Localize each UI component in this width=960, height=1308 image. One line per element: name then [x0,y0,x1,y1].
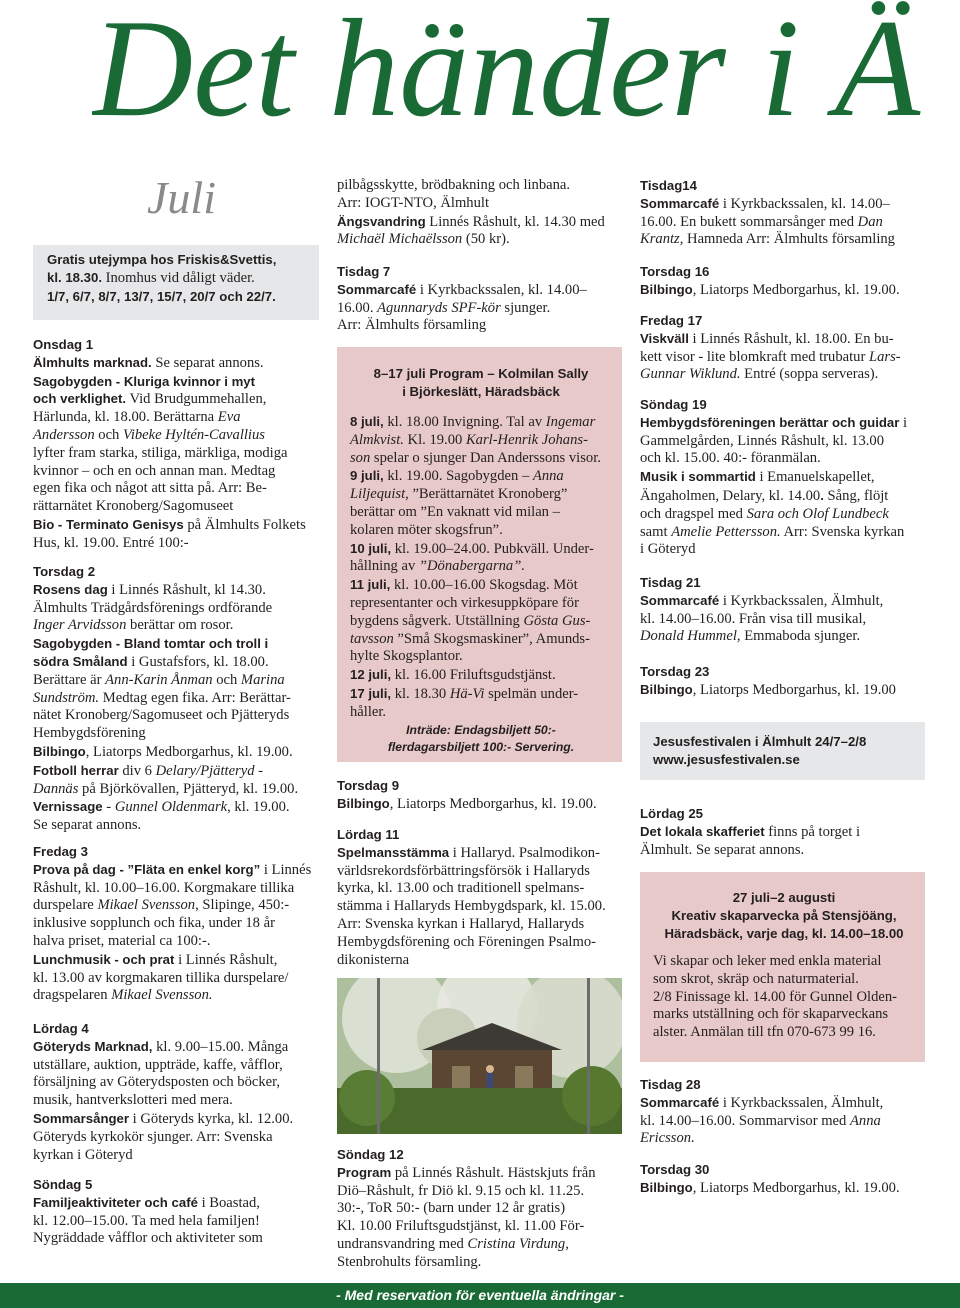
footer-disclaimer: - Med reservation för eventuella ändringar - [0,1283,960,1308]
tisdag-21: Tisdag 21 Sommarcafé i Kyrkbackssalen, Älmhult, kl. 14.00–16.00. Från visa till musikal, Donald Hummel, Emmaboda sjunger. [640,575,884,645]
torsdag-9: Torsdag 9 Bilbingo, Liatorps Medborgarhus, kl. 19.00. [337,778,597,812]
lordag-11: Lördag 11 Spelmansstämma i Hallaryd. Psalmodikon- världsrekordsförbättringsförsök i Hallaryds kyrka, kl. 13.00 och traditionell spelmans- stämma i Hallaryds Hembygdspark, kl. 15.00. Arr: Svenska kyrkan i Hallaryd, Hallaryds Hembygdsförening och Föreningen Psalmo- dikonisterna [337,827,606,968]
tisdag-14: Tisdag14 Sommarcafé i Kyrkbackssalen, kl. 14.00– 16.00. En bukett sommarsånger med Dan Krantz, Hamneda Arr: Älmhults församling [640,178,895,248]
jesusfestival-link[interactable]: www.jesusfestivalen.se [653,751,800,767]
jesusfestival-text: Jesusfestivalen i Älmhult 24/7–2/8 www.jesusfestivalen.se [653,733,918,769]
lordag-25: Lördag 25 Det lokala skafferiet finns på torget i Älmhult. Se separat annons. [640,806,860,858]
fredag-3: Fredag 3 Prova på dag - ”Fläta en enkel korg” i Linnés Råshult, kl. 10.00–16.00. Korgmakare tillika durspelare Mikael Svensson, Slipinge, 450:- inklusive sopplunch och fika, under 18 år halva priset, material ca 100:-. Lunchmusik - och prat i Linnés Råshult, kl. 13.00 av korgmakaren tillika durspelare/ dragspelaren Mikael Svensson. [33,844,312,1004]
utejympa-text: Gratis utejympa hos Friskis&Svettis, kl. 18.30. Inomhus vid dåligt väder. 1/7, 6/7, 8/7, 13/7, 15/7, 20/7 och 22/7. [47,252,277,304]
month-heading: Juli [147,172,216,223]
kolmilan-program: 8–17 juli Program – Kolmilan Sally i Björkeslätt, Häradsbäck 8 juli, kl. 18.00 Invigning. Tal av Ingemar Almkvist. Kl. 19.00 Karl-Henrik Johans- son spelar o sjunger Dan Anderssons visor. 9 juli, kl. 19.00. Sagobygden – Anna Liljequist, ”Berättarnätet Kronoberg” berättar om ”En vaknatt vid milan – kolaren möter skogsfrun”. 10 juli, kl. 19.00–24.00. Pubkväll. Under- hållning av ”Dönabergarna”. 11 juli, kl. 10.00–16.00 Skogsdag. Möt representanter och virkesuppköpare för bygdens sågverk. Utställning Gösta Gus- tavsson ”Små Skogsmaskiner”, Amunds- hylte Skogsplantor. 12 juli, kl. 16.00 Friluftsgudstjänst. 17 juli, kl. 18.30 Hä-Vi spelmän under- håller. Inträde: Endagsbiljett 50:- flerdagarsbiljett 100:- Servering. [350,366,601,754]
sondag-5: Söndag 5 Familjeaktiviteter och café i Boastad, kl. 12.00–15.00. Ta med hela familjen! Nygräddade våfflor och aktiviteter som [33,1177,263,1247]
skaparvecka-text: 27 juli–2 augusti Kreativ skaparvecka på Stensjöäng, Häradsbäck, varje dag, kl. 14.00–18.00 Vi skapar och leker med enkla material som skrot, skräp och naturmaterial. 2/8 Finissage kl. 14.00 för Gunnel Olden- marks utställning och för skaparveckans alster. Anmälan till tfn 070-673 99 16. [653,890,904,1041]
lordag-4: Lördag 4 Göteryds Marknad, kl. 9.00–15.00. Många utställare, auktion, uppträde, kaffe, våfflor, försäljning av Göterydsposten och böcker, musik, hantverkslotteri med mera. Sommarsånger i Göteryds kyrka, kl. 12.00. Göteryds kyrkokör sjunger. Arr: Svenska kyrkan i Göteryd [33,1021,294,1163]
garden-photo-illustration [337,978,622,1134]
tisdag-7: Tisdag 7 Sommarcafé i Kyrkbackssalen, kl. 14.00– 16.00. Agunnaryds SPF-kör sjunger. Arr: Älmhults församling [337,264,587,334]
fredag-17: Fredag 17 Viskväll i Linnés Råshult, kl. 18.00. En bu- kett visor - lite blomkraft med trubatur Lars- Gunnar Wiklund. Entré (soppa serveras). [640,313,901,383]
sondag-19: Söndag 19 Hembygdsföreningen berättar och guidar i Gammelgården, Linnés Råshult, kl. 13.00 och kl. 15.00. 40:- föranmälan. Musik i sommartid i Emanuelskapellet, Ängaholmen, Delary, kl. 14.00. Sång, flöjt och dragspel med Sara och Olof Lundbeck samt Amelie Pettersson. Arr: Svenska kyrkan i Göteryd [640,397,908,558]
sondag-12: Söndag 12 Program på Linnés Råshult. Hästskjuts från Diö–Råshult, fr Diö kl. 9.15 och kl. 11.25. 30:-, ToR 50:- (barn under 12 år gratis) Kl. 10.00 Friluftsgudstjänst, kl. 11.00 För- undransvandring med Cristina Virdung, Stenbrohults församling. [337,1147,596,1270]
torsdag-2: Torsdag 2 Rosens dag i Linnés Råshult, kl 14.30. Älmhults Trädgårdsförenings ordförande Inger Arvidsson berättar om rosor. Sagobygden - Bland tomtar och troll i södra Småland i Gustafsfors, kl. 18.00. Berättare är Ann-Karin Ånman och Marina Sundström. Medtag egen fika. Arr: Berättar- nätet Kronoberg/Sagomuseet och Pjätteryds Hembygdsförening Bilbingo, Liatorps Medborgarhus, kl. 19.00. Fotboll herrar div 6 Delary/Pjätteryd - Dannäs på Björkövallen, Pjätteryd, kl. 19.00. Vernissage - Gunnel Oldenmark, kl. 19.00. Se separat annons. [33,564,299,834]
torsdag-30: Torsdag 30 Bilbingo, Liatorps Medborgarhus, kl. 19.00. [640,1162,900,1196]
torsdag-23: Torsdag 23 Bilbingo, Liatorps Medborgarhus, kl. 19.00 [640,664,896,698]
masthead-title: Det händer i Ä [92,0,921,144]
torsdag-16: Torsdag 16 Bilbingo, Liatorps Medborgarhus, kl. 19.00. [640,264,900,298]
tisdag-28: Tisdag 28 Sommarcafé i Kyrkbackssalen, Älmhult, kl. 14.00–16.00. Sommarvisor med Anna Ericsson. [640,1077,884,1147]
onsdag-1: Onsdag 1 Älmhults marknad. Se separat annons. Sagobygden - Kluriga kvinnor i myt och verklighet. Vid Brudgummehallen, Härlunda, kl. 18.00. Berättarna Eva Andersson och Vibeke Hyltén-Cavallius lyfter fram starka, stiliga, märkliga, modiga kvinnor – och en och annan man. Medtag egen fika och något att sitta på. Arr: Be- rättarnätet Kronoberg/Sagomuseet Bio - Terminato Genisys på Älmhults Folkets Hus, kl. 19.00. Entré 100:- [33,337,306,551]
col2-top: pilbågsskytte, brödbakning och linbana. Arr: IOGT-NTO, Älmhult Ängsvandring Linnés Råshult, kl. 14.30 med Michaël Michaëlsson (50 kr). [337,177,605,248]
garden-photo [337,978,622,1134]
